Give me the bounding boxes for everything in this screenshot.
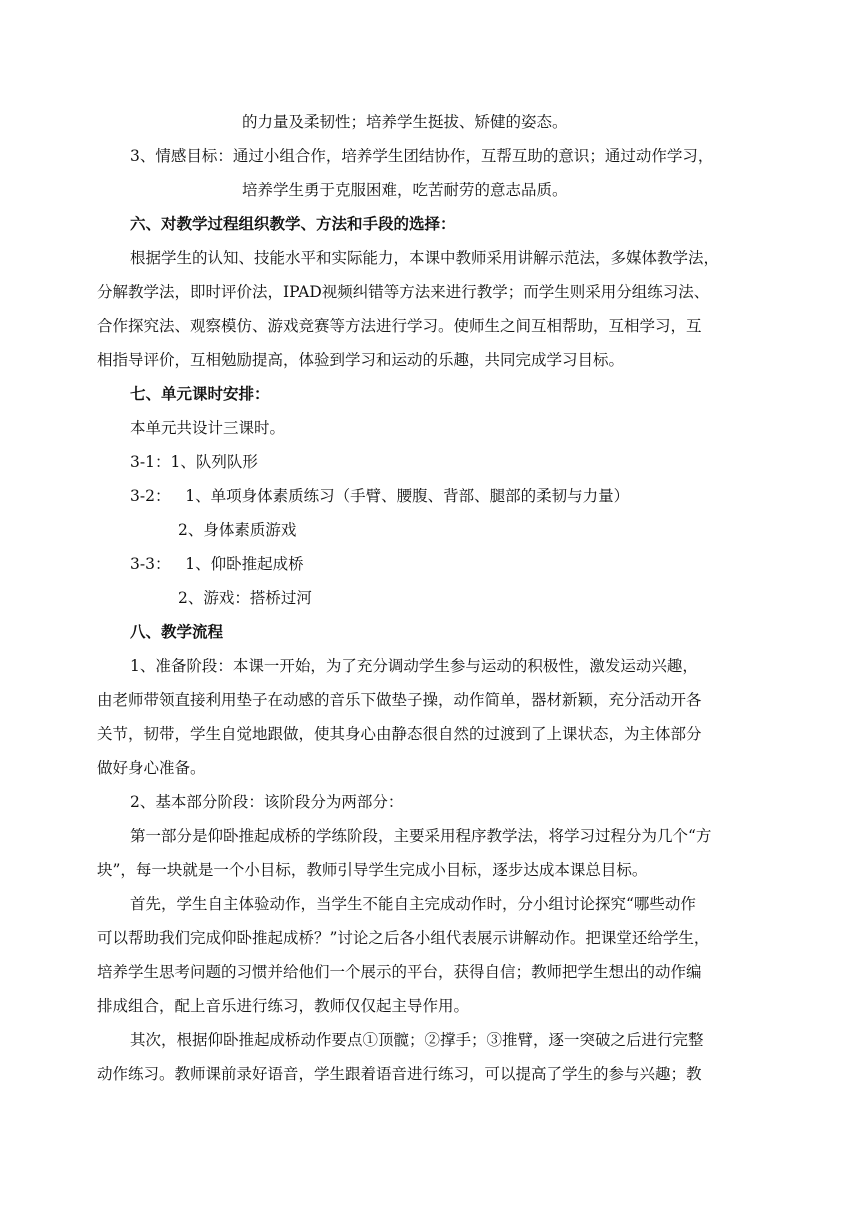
paragraph-line: 排成组合，配上音乐进行练习，教师仅仅起主导作用。 bbox=[97, 997, 470, 1015]
paragraph-line: 第一部分是仰卧推起成桥的学练阶段，主要采用程序教学法，将学习过程分为几个“方 bbox=[130, 827, 712, 845]
affective-goal-line: 3、情感目标：通过小组合作，培养学生团结协作，互帮互助的意识；通过动作学习， bbox=[130, 147, 714, 165]
paragraph-line: 相指导评价，互相勉励提高，体验到学习和运动的乐趣，共同完成学习目标。 bbox=[97, 351, 625, 369]
paragraph-line: 其次，根据仰卧推起成桥动作要点①顶髋；②撑手；③推臂，逐一突破之后进行完整 bbox=[130, 1031, 704, 1049]
paragraph-line: 分解教学法，即时评价法，IPAD视频纠错等方法来进行教学；而学生则采用分组练习法、 bbox=[97, 283, 710, 301]
affective-goal-line-2: 培养学生勇于克服困难，吃苦耐劳的意志品质。 bbox=[242, 181, 568, 199]
paragraph-line: 1、准备阶段：本课一开始，为了充分调动学生参与运动的积极性，激发运动兴趣， bbox=[130, 657, 698, 675]
skill-goal-continuation: 的力量及柔韧性；培养学生挺拔、矫健的姿态。 bbox=[242, 113, 568, 131]
paragraph-line: 2、基本部分阶段：该阶段分为两部分： bbox=[130, 793, 404, 811]
paragraph-line: 块”，每一块就是一个小目标，教师引导学生完成小目标，逐步达成本课总目标。 bbox=[97, 861, 648, 879]
paragraph-line: 做好身心准备。 bbox=[97, 759, 206, 777]
section-heading-process: 八、教学流程 bbox=[130, 622, 224, 641]
paragraph-line: 首先，学生自主体验动作，当学生不能自主完成动作时，分小组讨论探究“哪些动作 bbox=[130, 895, 696, 913]
lesson-item: 3-1：1、队列队形 bbox=[130, 453, 258, 471]
lesson-subitem: 2、身体素质游戏 bbox=[178, 521, 297, 539]
paragraph-line: 合作探究法、观察模仿、游戏竞赛等方法进行学习。使师生之间互相帮助，互相学习，互 bbox=[97, 317, 702, 335]
lesson-subitem: 2、游戏：搭桥过河 bbox=[178, 589, 312, 607]
paragraph-line: 关节，韧带，学生自觉地跟做，使其身心由静态很自然的过渡到了上课状态，为主体部分 bbox=[97, 725, 702, 743]
paragraph-line: 动作练习。教师课前录好语音，学生跟着语音进行练习，可以提高了学生的参与兴趣；教 bbox=[97, 1065, 702, 1083]
lesson-item: 3-3： 1、仰卧推起成桥 bbox=[130, 555, 304, 573]
paragraph-line: 根据学生的认知、技能水平和实际能力，本课中教师采用讲解示范法，多媒体教学法， bbox=[130, 249, 720, 267]
paragraph-line: 由老师带领直接利用垫子在动感的音乐下做垫子操，动作简单，器材新颖，充分活动开各 bbox=[97, 691, 702, 709]
schedule-intro: 本单元共设计三课时。 bbox=[130, 419, 286, 437]
paragraph-line: 可以帮助我们完成仰卧推起成桥？”讨论之后各小组代表展示讲解动作。把课堂还给学生， bbox=[97, 929, 710, 947]
section-heading-methods: 六、对教学过程组织教学、方法和手段的选择： bbox=[130, 214, 456, 233]
section-heading-schedule: 七、单元课时安排： bbox=[130, 384, 270, 403]
lesson-item: 3-2： 1、单项身体素质练习（手臂、腰腹、背部、腿部的柔韧与力量） bbox=[130, 487, 630, 505]
paragraph-line: 培养学生思考问题的习惯并给他们一个展示的平台，获得自信；教师把学生想出的动作编 bbox=[97, 963, 702, 981]
